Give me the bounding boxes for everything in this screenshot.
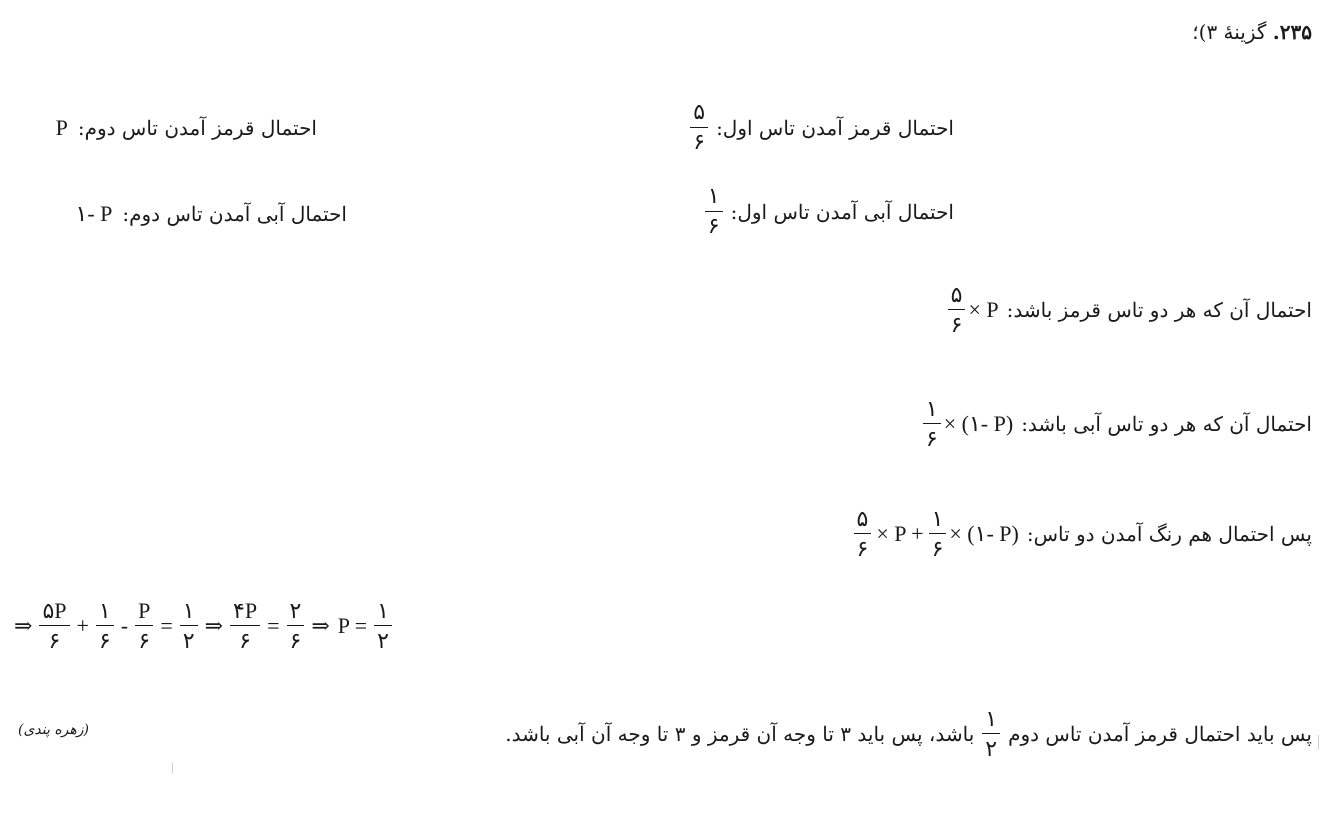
p-equals: P = — [337, 613, 368, 638]
both-blue-expression — [920, 398, 1013, 450]
answer-option: گزینهٔ ۳)؛ — [1192, 20, 1267, 44]
fraction-numerator: ۱ — [705, 186, 723, 212]
first-die-blue-fraction — [705, 186, 723, 238]
second-die-red-probability — [56, 117, 317, 139]
first-die-blue-probability — [702, 186, 954, 238]
fraction-numerator: ۱ — [96, 600, 114, 626]
fraction-numerator: ۵ — [690, 102, 708, 128]
both-red-expression — [945, 284, 999, 336]
fraction-numerator: ۱ — [923, 398, 941, 424]
both-blue-fraction — [923, 398, 941, 450]
fraction-numerator: ۱ — [374, 600, 392, 626]
fraction-denominator: ۲ — [377, 628, 389, 653]
both-blue-label: احتمال آن که هر دو تاس آبی باشد: — [1021, 412, 1312, 436]
second-die-blue-value: ۱- P — [75, 201, 113, 226]
fraction-1-6 — [96, 600, 114, 652]
second-die-blue-label: احتمال آبی آمدن تاس دوم: — [122, 202, 347, 226]
same-color-middle: × P + — [876, 521, 924, 546]
fraction-5p-6 — [39, 600, 69, 652]
fraction-denominator: ۶ — [931, 536, 944, 561]
solution-equation — [10, 600, 395, 652]
fraction-1-2 — [180, 600, 198, 652]
conclusion-sentence — [505, 708, 1312, 760]
same-color-probability — [851, 508, 1313, 560]
fraction-denominator: ۶ — [289, 628, 302, 653]
fraction-denominator: ۲ — [182, 628, 195, 653]
fraction-denominator: ۶ — [856, 536, 869, 561]
fraction-numerator: ۵ — [948, 284, 966, 310]
plus-sign: + — [76, 613, 89, 638]
first-die-red-probability — [687, 102, 954, 154]
equals-sign: = — [267, 613, 280, 638]
fraction-p-6 — [135, 600, 153, 652]
fraction-denominator: ۶ — [239, 628, 251, 653]
implies-arrow: ⇒ — [204, 613, 224, 638]
both-blue-rest: × (۱- P) — [943, 411, 1014, 436]
first-die-red-label: احتمال قرمز آمدن تاس اول: — [716, 116, 954, 140]
fraction-denominator: ۶ — [707, 214, 720, 239]
second-die-red-label: احتمال قرمز آمدن تاس دوم: — [77, 116, 317, 140]
second-die-red-value: P — [55, 115, 68, 140]
fraction-denominator: ۶ — [98, 628, 111, 653]
both-red-fraction — [948, 284, 966, 336]
fraction-numerator: ۱ — [180, 600, 198, 626]
same-color-expression — [851, 508, 1019, 560]
both-red-rest: × P — [968, 297, 999, 322]
problem-number: ۲۳۵. — [1272, 20, 1312, 44]
fraction-numerator: ۴P — [230, 600, 260, 626]
fraction-denominator: ۲ — [985, 736, 998, 761]
conclusion-fraction — [982, 708, 1000, 760]
scan-mark — [1318, 735, 1319, 749]
fraction-denominator: ۶ — [925, 426, 938, 451]
fraction-numerator: ۱ — [982, 708, 1000, 734]
fraction-denominator: ۶ — [950, 312, 963, 337]
fraction-numerator: P — [135, 600, 153, 626]
scan-mark — [172, 763, 173, 773]
author-credit: (زهره پندی) — [18, 722, 90, 738]
conclusion-part-1: پس باید احتمال قرمز آمدن تاس دوم — [1008, 722, 1312, 746]
second-die-blue-probability — [76, 203, 347, 225]
fraction-denominator: ۶ — [138, 628, 151, 653]
fraction-numerator: ۲ — [287, 600, 305, 626]
implies-arrow: ⇒ — [311, 613, 330, 638]
fraction-4p-6 — [230, 600, 260, 652]
same-color-label: پس احتمال هم رنگ آمدن دو تاس: — [1026, 522, 1312, 546]
minus-sign: - — [120, 613, 129, 638]
fraction-denominator: ۶ — [693, 130, 706, 155]
both-blue-probability — [920, 398, 1312, 450]
problem-heading — [1192, 22, 1312, 42]
implies-arrow: ⇒ — [14, 613, 33, 638]
fraction-denominator: ۶ — [48, 628, 61, 653]
fraction-numerator: ۱ — [929, 508, 947, 534]
both-red-label: احتمال آن که هر دو تاس قرمز باشد: — [1006, 298, 1312, 322]
same-color-fraction-2 — [929, 508, 947, 560]
equals-sign: = — [160, 613, 173, 638]
same-color-rest: × (۱- P) — [949, 521, 1019, 546]
first-die-blue-label: احتمال آبی آمدن تاس اول: — [730, 200, 954, 224]
conclusion-part-2: باشد، پس باید ۳ تا وجه آن قرمز و ۳ تا وجه آن آبی باشد. — [505, 722, 975, 746]
both-red-probability — [945, 284, 1312, 336]
fraction-numerator: ۵P — [39, 600, 69, 626]
fraction-2-6 — [287, 600, 305, 652]
fraction-result-1-2 — [374, 600, 392, 652]
first-die-red-fraction — [690, 102, 708, 154]
fraction-numerator: ۵ — [854, 508, 872, 534]
same-color-fraction-1 — [854, 508, 872, 560]
